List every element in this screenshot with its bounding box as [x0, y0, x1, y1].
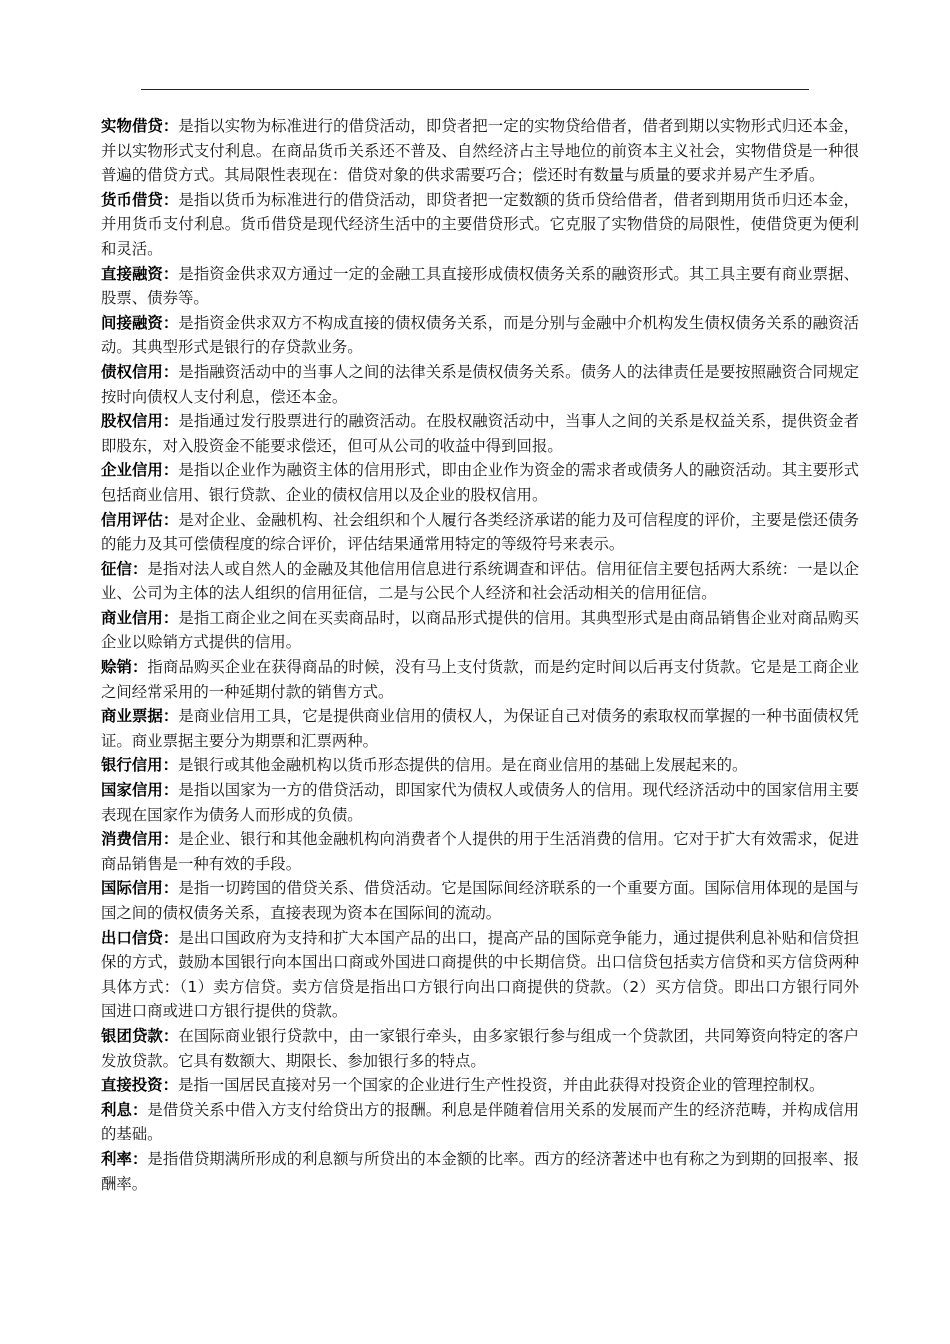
glossary-entry: [101, 876, 859, 925]
glossary-definition: 是指一国居民直接对另一个国家的企业进行生产性投资，并由此获得对投资企业的管理控制权。: [177, 1076, 825, 1095]
glossary-entry: [101, 655, 859, 704]
glossary-definition: 是指以国家为一方的借贷活动，即国家代为债权人或债务人的信用。现代经济活动中的国家信用主要表现在国家作为债务人而形成的负债。: [101, 781, 859, 824]
glossary-definition: 是指以实物为标准进行的借贷活动，即贷者把一定的实物贷给借者，借者到期以实物形式归还本金，并以实物形式支付利息。在商品货币关系还不普及、自然经济占主导地位的前资本主义社会，实物借贷是一种很普遍的借贷方式。其局限性表现在：借贷对象的供求需要巧合；偿还时有数量与质量的要求并易产生矛盾。: [101, 117, 859, 185]
glossary-entry: [101, 606, 859, 655]
glossary-entry: [101, 926, 859, 1024]
glossary-definition: 是对企业、金融机构、社会组织和个人履行各类经济承诺的能力及可信程度的评价，主要是偿还债务的能力及其可偿债程度的综合评价，评估结果通常用特定的等级符号来表示。: [101, 510, 859, 554]
glossary-definition: 是指借贷期满所形成的利息额与所贷出的本金额的比率。西方的经济著述中也有称之为到期的回报率、报酬率。: [101, 1149, 859, 1193]
glossary-term: 商业信用：: [101, 608, 179, 627]
glossary-term: 信用评估：: [101, 510, 179, 529]
glossary-entry: [101, 1024, 859, 1073]
glossary-definition: 指商品购买企业在获得商品的时候，没有马上支付货款，而是约定时间以后再支付货款。它是是工商企业之间经常采用的一种延期付款的销售方式。: [101, 658, 859, 701]
glossary-entry: [101, 311, 859, 360]
glossary-term: 间接融资：: [101, 313, 179, 332]
glossary-entry: [101, 409, 859, 458]
glossary-entry: [101, 1098, 859, 1147]
glossary-entry: [101, 188, 859, 262]
glossary-definition: 是企业、银行和其他金融机构向消费者个人提供的用于生活消费的信用。它对于扩大有效需求，促进商品销售是一种有效的手段。: [101, 830, 859, 873]
glossary-definition: 是指一切跨国的借贷关系、借贷活动。它是国际间经济联系的一个重要方面。国际信用体现的是国与国之间的债权债务关系，直接表现为资本在国际间的流动。: [101, 879, 859, 922]
glossary-definition: 在国际商业银行贷款中，由一家银行牵头，由多家银行参与组成一个贷款团，共同筹资向特定的客户发放贷款。它具有数额大、期限长、参加银行多的特点。: [101, 1026, 859, 1070]
glossary-entry: [101, 360, 859, 409]
glossary-entry: [101, 557, 859, 606]
glossary-definition: 是借贷关系中借入方支付给贷出方的报酬。利息是伴随着信用关系的发展而产生的经济范畴，并构成信用的基础。: [101, 1100, 859, 1144]
glossary-term: 消费信用：: [101, 830, 179, 849]
glossary-definition: 是商业信用工具，它是提供商业信用的债权人，为保证自己对债务的索取权而掌握的一种书面债权凭证。商业票据主要分为期票和汇票两种。: [101, 707, 859, 750]
glossary-definition: 是指资金供求双方通过一定的金融工具直接形成债权债务关系的融资形式。其工具主要有商业票据、股票、债券等。: [101, 264, 859, 308]
glossary-entry: [101, 508, 859, 557]
glossary-entry: [101, 1147, 859, 1196]
glossary-definition: 是出口国政府为支持和扩大本国产品的出口，提高产品的国际竞争能力，通过提供利息补贴和信贷担保的方式，鼓励本国银行向本国出口商或外国进口商提供的中长期信贷。出口信贷包括卖方信贷和买方信贷两种具体方式：（1）卖方信贷。卖方信贷是指出口方银行向出口商提供的贷款。（2）买方信贷。即出口方银行同外国进口商或进口方银行提供的贷款。: [101, 928, 859, 1021]
glossary-definition: 是指以企业作为融资主体的信用形式，即由企业作为资金的需求者或债务人的融资活动。其主要形式包括商业信用、银行贷款、企业的债权信用以及企业的股权信用。: [101, 461, 859, 504]
header-rule: [141, 89, 809, 90]
glossary-definition: 是指资金供求双方不构成直接的债权债务关系，而是分别与金融中介机构发生债权债务关系的融资活动。其典型形式是银行的存贷款业务。: [101, 313, 859, 357]
glossary-term: 利率：: [101, 1149, 148, 1168]
glossary-entry: [101, 114, 859, 188]
glossary-definition: 是指融资活动中的当事人之间的法律关系是债权债务关系。债务人的法律责任是要按照融资合同规定按时向债权人支付利息，偿还本金。: [101, 362, 859, 406]
glossary-term: 货币借贷：: [101, 190, 179, 209]
glossary-definition: 是银行或其他金融机构以货币形态提供的信用。是在商业信用的基础上发展起来的。: [177, 756, 748, 775]
glossary-term: 银团贷款：: [101, 1026, 179, 1045]
glossary-definition: 是指对法人或自然人的金融及其他信用信息进行系统调查和评估。信用征信主要包括两大系统：一是以企业、公司为主体的法人组织的信用征信，二是与公民个人经济和社会活动相关的信用征信。: [101, 559, 859, 603]
glossary-entry: [101, 458, 859, 507]
glossary-term: 利息：: [101, 1100, 148, 1119]
glossary-term: 直接融资：: [101, 264, 179, 283]
glossary-term: 商业票据：: [101, 707, 179, 726]
glossary-term: 国际信用：: [101, 879, 179, 898]
glossary-term: 直接投资：: [101, 1076, 178, 1095]
glossary-term: 企业信用：: [101, 461, 179, 480]
glossary-term: 赊销：: [101, 658, 148, 677]
glossary-entry: [101, 704, 859, 753]
glossary-entry: [101, 778, 859, 827]
glossary-term: 实物借贷：: [101, 117, 179, 135]
glossary-definition: 是指通过发行股票进行的融资活动。在股权融资活动中，当事人之间的关系是权益关系，提供资金者即股东，对入股资金不能要求偿还，但可从公司的收益中得到回报。: [101, 412, 859, 455]
glossary-entry: [101, 753, 859, 778]
glossary-term: 债权信用：: [101, 362, 179, 381]
glossary-term: 银行信用：: [101, 756, 178, 775]
glossary-content: [101, 114, 859, 1196]
glossary-definition: 是指工商企业之间在买卖商品时，以商品形式提供的信用。其典型形式是由商品销售企业对商品购买企业以赊销方式提供的信用。: [101, 608, 859, 652]
glossary-entry: [101, 827, 859, 876]
glossary-entry: [101, 1073, 859, 1098]
glossary-definition: 是指以货币为标准进行的借贷活动，即贷者把一定数额的货币贷给借者，借者到期用货币归还本金，并用货币支付利息。货币借贷是现代经济生活中的主要借贷形式。它克服了实物借贷的局限性，使借贷更为便利和灵活。: [101, 190, 859, 258]
glossary-term: 股权信用：: [101, 412, 179, 431]
glossary-term: 国家信用：: [101, 781, 179, 800]
glossary-term: 征信：: [101, 559, 148, 578]
glossary-entry: [101, 262, 859, 311]
glossary-term: 出口信贷：: [101, 928, 179, 947]
